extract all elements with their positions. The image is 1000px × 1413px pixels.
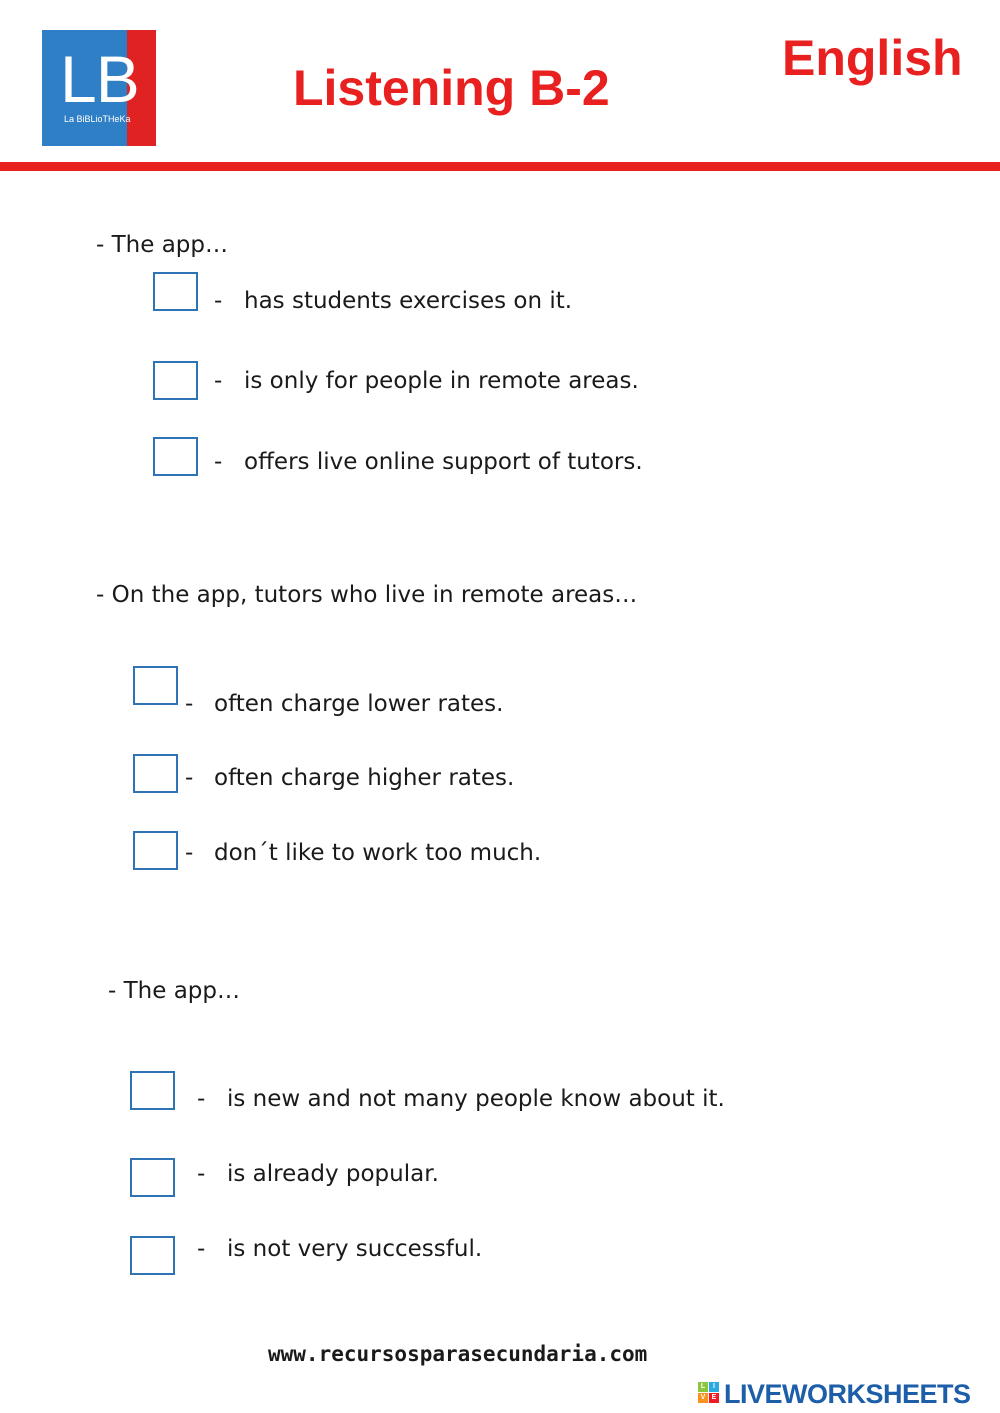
q2-option-3-checkbox[interactable]	[133, 831, 178, 870]
q2-option-1-checkbox[interactable]	[133, 666, 178, 705]
lw-icon-letter-i: I	[709, 1382, 719, 1392]
q3-option-2-checkbox[interactable]	[130, 1158, 175, 1197]
subject-label: English	[782, 30, 963, 86]
lw-icon-letter-v: V	[698, 1393, 708, 1403]
question-3-prompt: - The app…	[108, 978, 240, 1004]
q1-option-1-checkbox[interactable]	[153, 272, 198, 311]
q2-option-3-text: don´t like to work too much.	[214, 840, 542, 866]
q2-option-3-dash: -	[185, 840, 194, 866]
q2-option-2-checkbox[interactable]	[133, 754, 178, 793]
liveworksheets-icon	[698, 1382, 720, 1404]
q1-option-1-dash: -	[214, 288, 223, 314]
q3-option-1-text: is new and not many people know about it.	[227, 1086, 725, 1112]
q1-option-3-dash: -	[214, 449, 223, 475]
header-divider	[0, 162, 1000, 171]
q2-option-1-text: often charge lower rates.	[214, 691, 504, 717]
page-title: Listening B-2	[293, 60, 610, 116]
question-1-prompt: - The app…	[96, 232, 228, 258]
logo-letters: LB	[60, 42, 139, 116]
q3-option-3-text: is not very successful.	[227, 1236, 483, 1262]
q2-option-2-text: often charge higher rates.	[214, 765, 515, 791]
q3-option-3-checkbox[interactable]	[130, 1236, 175, 1275]
q3-option-2-text: is already popular.	[227, 1161, 439, 1187]
q1-option-3-text: offers live online support of tutors.	[244, 449, 643, 475]
q2-option-1-dash: -	[185, 691, 194, 717]
q3-option-1-dash: -	[197, 1086, 206, 1112]
q2-option-2-dash: -	[185, 765, 194, 791]
question-2-prompt: - On the app, tutors who live in remote areas…	[96, 582, 638, 608]
q3-option-2-dash: -	[197, 1161, 206, 1187]
q3-option-3-dash: -	[197, 1236, 206, 1262]
library-logo	[42, 30, 156, 146]
lw-icon-letter-e: E	[709, 1393, 719, 1403]
logo-subtitle: La BiBLioTHeKa	[64, 114, 131, 124]
liveworksheets-brand: LIVEWORKSHEETS	[724, 1379, 971, 1409]
q1-option-2-checkbox[interactable]	[153, 361, 198, 400]
website-url: www.recursosparasecundaria.com	[268, 1342, 648, 1366]
lw-icon-letter-l: L	[698, 1382, 708, 1392]
q1-option-1-text: has students exercises on it.	[244, 288, 573, 314]
q1-option-2-dash: -	[214, 368, 223, 394]
q1-option-3-checkbox[interactable]	[153, 437, 198, 476]
q3-option-1-checkbox[interactable]	[130, 1071, 175, 1110]
q1-option-2-text: is only for people in remote areas.	[244, 368, 639, 394]
